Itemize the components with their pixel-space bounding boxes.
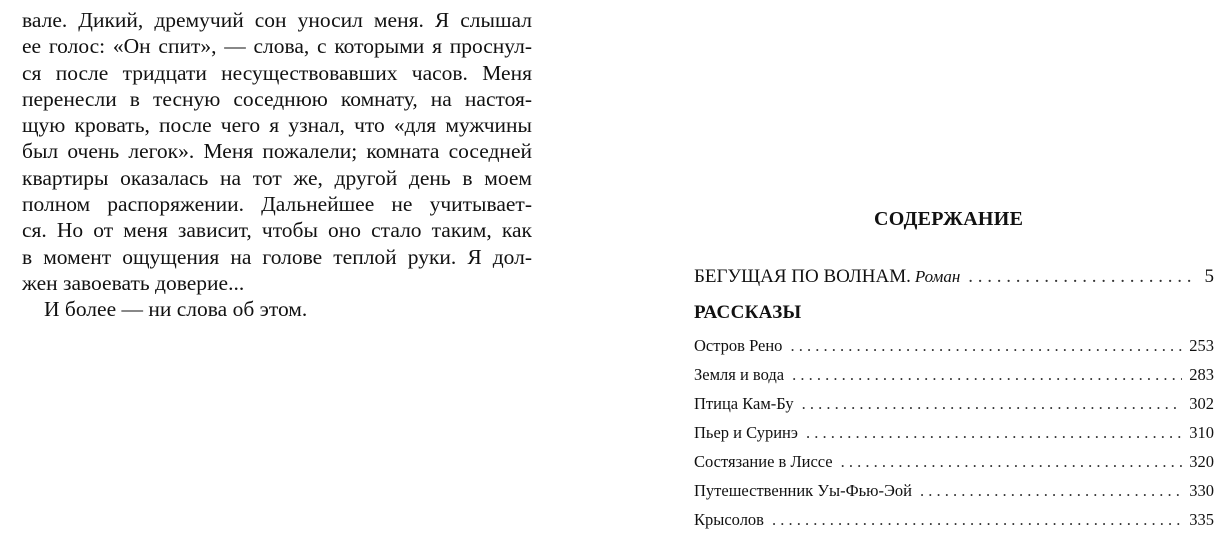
text-line: жен завоевать доверие... — [22, 270, 245, 295]
dot-leader — [968, 266, 1194, 288]
dot-leader — [841, 452, 1182, 472]
text-line: был очень легок». Меня пожалели; комната соседней — [22, 139, 532, 164]
toc-entry-title: Пьер и Суринэ — [694, 423, 798, 442]
text-line-paragraph: И более — ни слова об этом. — [44, 297, 308, 322]
left-page — [0, 0, 600, 548]
toc-title: СОДЕРЖАНИЕ — [874, 208, 1024, 230]
toc-entry-title: Состязание в Лиссе — [694, 452, 833, 471]
toc-entry-title: Земля и вода — [694, 365, 785, 384]
toc-entry — [694, 481, 1214, 501]
dot-leader — [806, 423, 1182, 443]
toc-entry-title: Остров Рено — [694, 336, 783, 355]
toc-entry-title: Путешественник Уы-Фью-Эой — [694, 481, 912, 500]
text-line: полном распоряжении. Дальнейшее не учитывает- — [22, 192, 532, 217]
text-line: ее голос: «Он спит», — слова, с которыми я проснул- — [22, 34, 532, 59]
toc-entry-title: БЕГУЩАЯ ПО ВОЛНАМ. — [694, 266, 911, 287]
toc-entry — [694, 452, 1214, 472]
toc-main-entry — [694, 266, 1214, 288]
toc-entry — [694, 423, 1214, 443]
toc-page-number: 330 — [1189, 481, 1214, 500]
toc-entry-subtitle: Роман — [914, 267, 961, 286]
dot-leader — [802, 394, 1182, 414]
text-line: перенесли в тесную соседнюю комнату, на настоя- — [22, 86, 532, 111]
toc-page-number: 335 — [1189, 510, 1214, 529]
text-line: щую кровать, после чего я узнал, что «для мужчины — [22, 113, 532, 138]
toc-section-heading: РАССКАЗЫ — [694, 302, 802, 323]
dot-leader — [772, 510, 1182, 530]
toc-entry-title: Птица Кам-Бу — [694, 394, 794, 413]
toc-entry — [694, 336, 1214, 356]
toc-page-number: 5 — [1204, 266, 1214, 287]
dot-leader — [792, 365, 1182, 385]
toc-page-number: 310 — [1189, 423, 1214, 442]
toc-entry — [694, 365, 1214, 385]
text-line: в момент ощущения на голове теплой руки. Я дол- — [22, 244, 532, 269]
text-line: ся. Но от меня зависит, чтобы оно стало таким, как — [22, 218, 532, 243]
toc-page-number: 253 — [1189, 336, 1214, 355]
right-page — [614, 0, 1228, 548]
toc-entry — [694, 394, 1214, 414]
text-line: вале. Дикий, дремучий сон уносил меня. Я слышал — [22, 8, 532, 32]
text-line: ся после тридцати несуществовавших часов. Меня — [22, 60, 532, 85]
body-text — [22, 7, 532, 323]
toc-page-number: 320 — [1189, 452, 1214, 471]
dot-leader — [920, 481, 1182, 501]
text-line: квартиры оказалась на тот же, другой день в моем — [22, 165, 532, 190]
toc-page-number: 302 — [1189, 394, 1214, 413]
toc-entry-title: Крысолов — [694, 510, 764, 529]
toc-page-number: 283 — [1189, 365, 1214, 384]
dot-leader — [790, 336, 1182, 356]
toc-entry — [694, 510, 1214, 530]
